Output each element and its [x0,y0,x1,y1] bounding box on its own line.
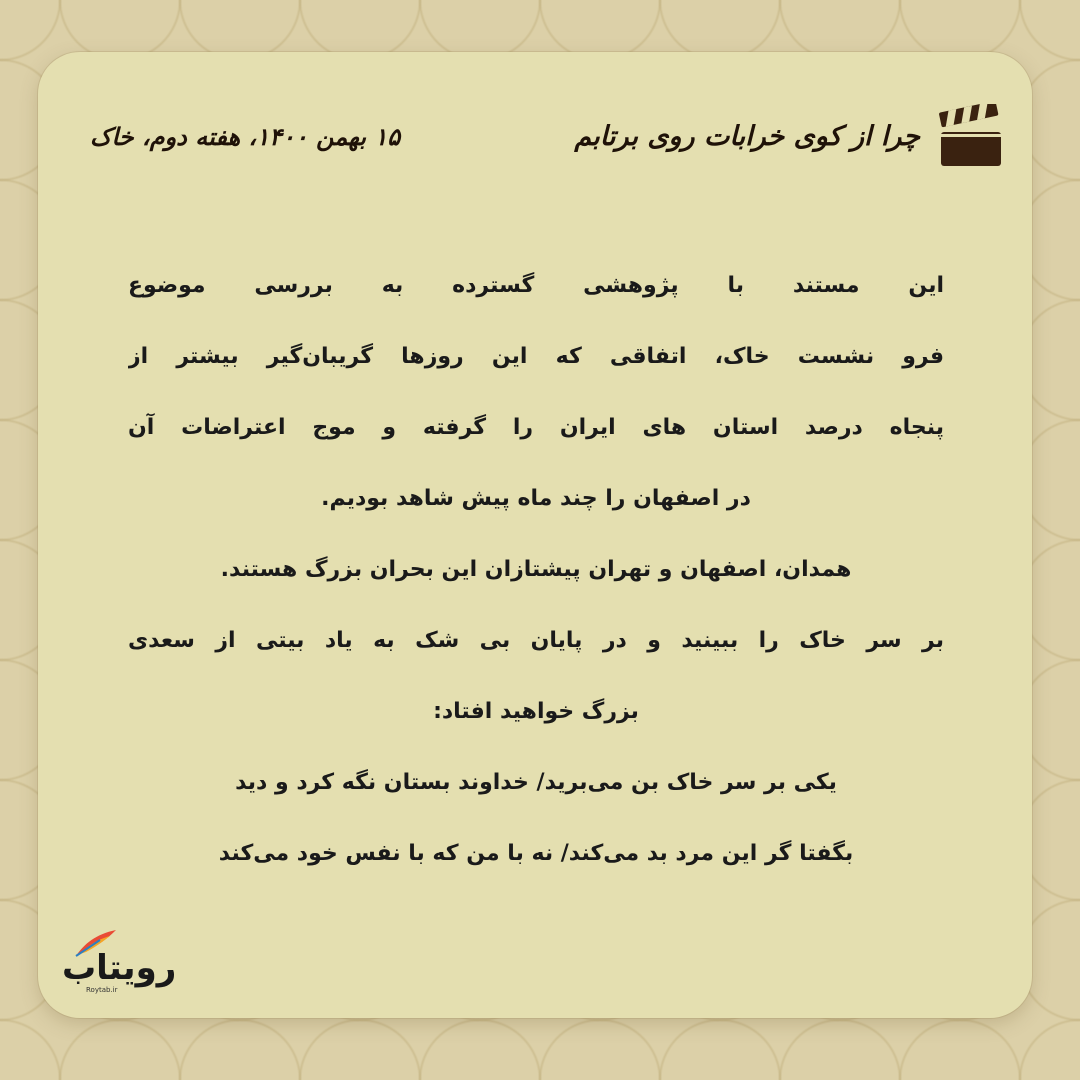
paragraph-line: فرو نشست خاک، اتفاقی که این روزها گریبان‌گیر بیشتر از [128,344,944,369]
roytab-logo [58,926,178,996]
paragraph-line: بزرگ خواهید افتاد: [433,699,639,724]
paragraph-line: در اصفهان را چند ماه پیش شاهد بودیم. [321,486,751,511]
poem-line: یکی بر سر خاک بن می‌برید/ خداوند بستان نگه کرد و دید [235,770,837,795]
paragraph-line: همدان، اصفهان و تهران پیشتازان این بحران بزرگ هستند. [220,557,852,582]
title-group [574,104,1004,168]
poem-line: بگفتا گر این مرد بد می‌کند/ نه با من که با نفس خود می‌کند [218,841,854,866]
paragraph-line: بر سر خاک را ببینید و در پایان بی شک به یاد بیتی از سعدی [128,628,944,653]
date-label: ۱۵ بهمن ۱۴۰۰، هفته دوم، خاک [90,121,401,151]
page-title: چرا از کوی خرابات روی برتابم [574,120,920,152]
clapperboard-icon [938,104,1004,168]
description [128,250,944,889]
paragraph-line: پنجاه درصد استان های ایران را گرفته و موج اعتراضات آن [128,415,944,440]
logo-wordmark: رویتاب [62,948,177,988]
logo-url: Roytab.ir [86,986,118,994]
header [90,100,1004,172]
paragraph-line: این مستند با پژوهشی گسترده به بررسی موضوع [128,273,944,298]
